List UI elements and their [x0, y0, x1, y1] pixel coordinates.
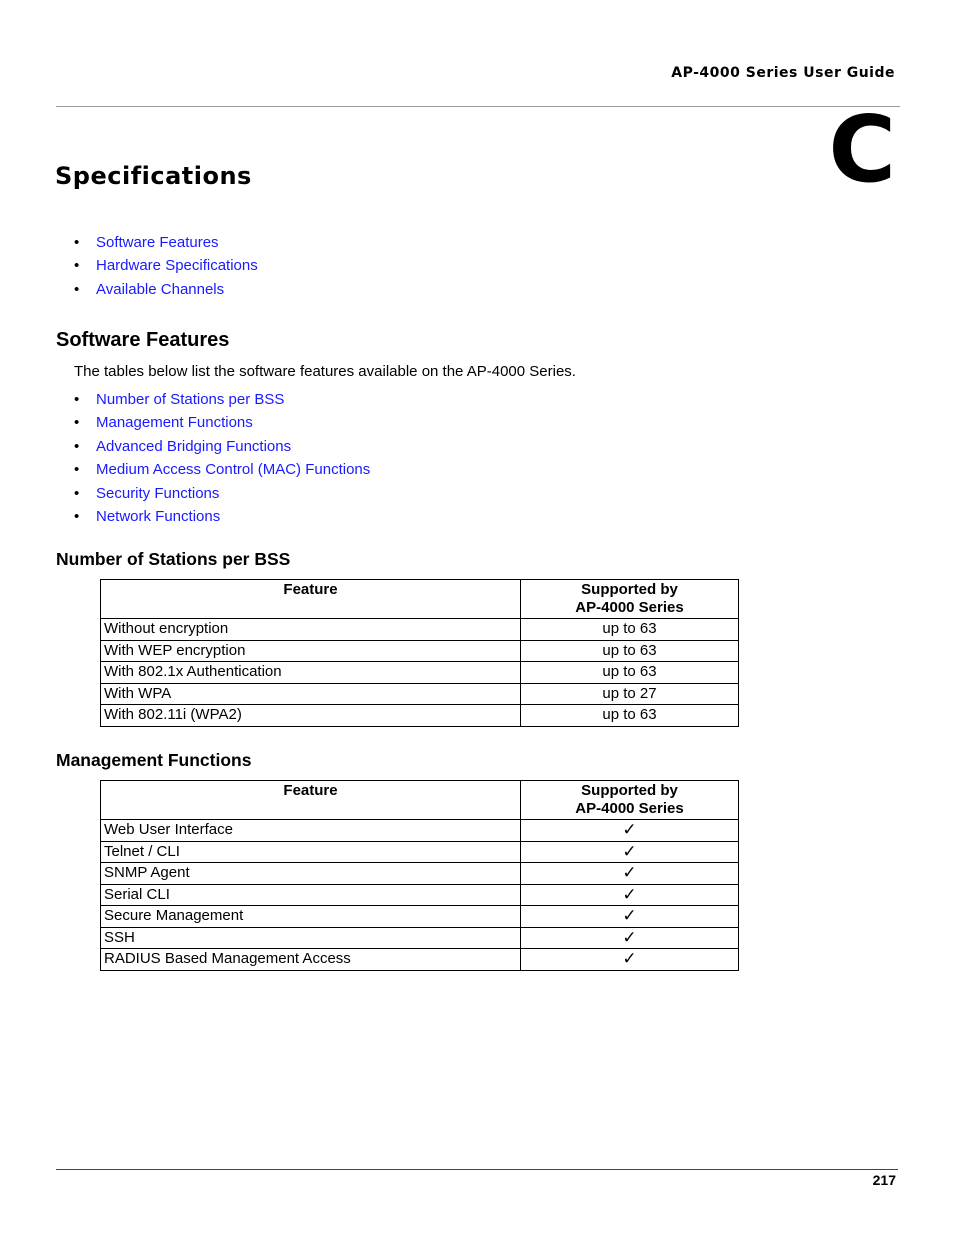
feature-cell: With 802.11i (WPA2): [101, 705, 521, 727]
chapter-letter: C: [828, 96, 896, 203]
feature-cell: Web User Interface: [101, 820, 521, 842]
section-heading-software-features: Software Features: [56, 329, 230, 351]
feature-cell: RADIUS Based Management Access: [101, 949, 521, 971]
feature-link-item: [74, 411, 370, 434]
feature-cell: Secure Management: [101, 906, 521, 928]
feature-cell: Serial CLI: [101, 884, 521, 906]
table-header-row: [101, 781, 739, 820]
table-row: [101, 927, 739, 949]
header-rule: [56, 106, 900, 107]
table-row: [101, 906, 739, 928]
table-row: [101, 683, 739, 705]
subsection-heading-management: Management Functions: [56, 750, 252, 770]
table-row: [101, 662, 739, 684]
checkmark-icon: ✓: [521, 906, 739, 928]
feature-cell: With WPA: [101, 683, 521, 705]
checkmark-icon: ✓: [521, 949, 739, 971]
toc-link-software-features[interactable]: Software Features: [96, 234, 219, 251]
feature-cell: With WEP encryption: [101, 640, 521, 662]
link-number-of-stations[interactable]: Number of Stations per BSS: [96, 391, 285, 408]
table-row: [101, 820, 739, 842]
page-number: 217: [872, 1172, 896, 1188]
management-table: [100, 780, 739, 971]
table-row: [101, 640, 739, 662]
feature-cell: SSH: [101, 927, 521, 949]
table-row: [101, 841, 739, 863]
toc-link-hardware-specifications[interactable]: Hardware Specifications: [96, 257, 258, 275]
table-row: [101, 619, 739, 641]
stations-table: [100, 579, 739, 727]
feature-cell: Without encryption: [101, 619, 521, 641]
section-intro: The tables below list the software features available on the AP-4000 Series.: [74, 363, 576, 380]
value-cell: up to 27: [521, 683, 739, 705]
feature-link-item: [74, 435, 370, 458]
link-network-functions[interactable]: Network Functions: [96, 508, 221, 526]
table-header-row: [101, 580, 739, 619]
feature-link-item: [74, 458, 370, 481]
link-mac-functions[interactable]: Medium Access Control (MAC) Functions: [96, 461, 371, 479]
chapter-title: Specifications: [55, 162, 252, 190]
feature-cell: With 802.1x Authentication: [101, 662, 521, 684]
link-advanced-bridging[interactable]: Advanced Bridging Functions: [96, 437, 292, 455]
checkmark-icon: ✓: [521, 820, 739, 842]
link-security-functions[interactable]: Security Functions: [96, 484, 220, 502]
value-cell: up to 63: [521, 662, 739, 684]
feature-cell: SNMP Agent: [101, 863, 521, 885]
table-row: [101, 884, 739, 906]
column-header-line: Supported by: [581, 581, 678, 598]
column-header-supported: [521, 580, 739, 619]
column-header-supported: [521, 781, 739, 820]
subsection-heading-stations: Number of Stations per BSS: [56, 549, 291, 569]
feature-cell: Telnet / CLI: [101, 841, 521, 863]
software-features-link-list: [74, 388, 370, 528]
checkmark-icon: ✓: [521, 863, 739, 885]
checkmark-icon: ✓: [521, 841, 739, 863]
toc-item: [74, 231, 258, 254]
value-cell: up to 63: [521, 705, 739, 727]
value-cell: up to 63: [521, 619, 739, 641]
column-header-line: AP-4000 Series: [575, 800, 684, 817]
value-cell: up to 63: [521, 640, 739, 662]
checkmark-icon: ✓: [521, 884, 739, 906]
checkmark-icon: ✓: [521, 927, 739, 949]
column-header-line: AP-4000 Series: [575, 599, 684, 616]
feature-link-item: [74, 388, 370, 411]
table-row: [101, 863, 739, 885]
toc-item: [74, 278, 258, 301]
toc-item: [74, 254, 258, 277]
running-header-title: AP-4000 Series User Guide: [671, 65, 895, 81]
column-header-line: Supported by: [581, 782, 678, 799]
chapter-toc-list: [74, 231, 258, 301]
table-row: [101, 949, 739, 971]
feature-link-item: [74, 482, 370, 505]
table-row: [101, 705, 739, 727]
column-header-feature: Feature: [101, 781, 521, 820]
column-header-feature: Feature: [101, 580, 521, 619]
toc-link-available-channels[interactable]: Available Channels: [96, 280, 225, 298]
footer-rule: [56, 1169, 898, 1170]
feature-link-item: [74, 505, 370, 528]
link-management-functions[interactable]: Management Functions: [96, 414, 253, 432]
